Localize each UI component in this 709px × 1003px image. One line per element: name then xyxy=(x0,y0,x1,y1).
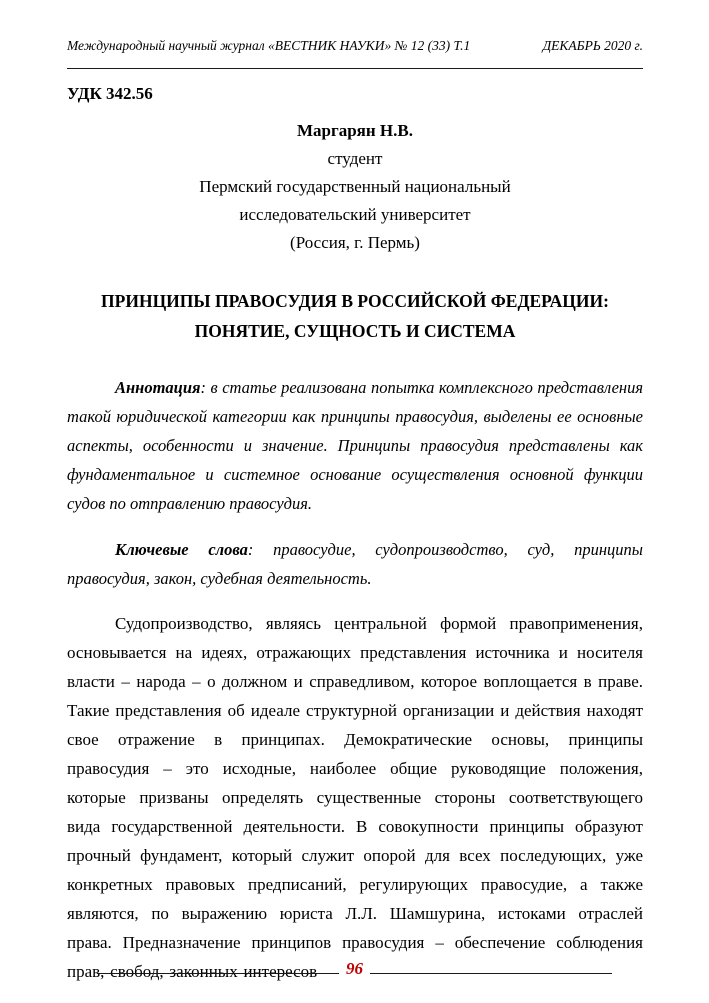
author-location: (Россия, г. Пермь) xyxy=(290,233,420,252)
page-number: 96 xyxy=(346,959,363,978)
abstract-paragraph xyxy=(67,373,643,518)
author-name: Маргарян Н.В. xyxy=(297,121,413,140)
issue-date: ДЕКАБРЬ 2020 г. xyxy=(542,38,643,53)
keywords-paragraph xyxy=(67,535,643,593)
body-paragraph: Судопроизводство, являясь центральной формой правоприменения, основывается на идеях, отражающих представления источника и носителя власти – народа – о должном и справедливом, которое воплощается в праве. Такие представления об идеале структурной организации и действия находят свое отражение в принципах. Демократические основы, принципы правосудия – это исходные, наиболее общие руководящие положения, которые призваны определять существенные стороны соответствующего вида государственной деятельности. В совокупности принципы образуют прочный фундамент, который служит опорой для всех последующих, уже конкретных правовых предписаний, регулирующих правосудие, а также являются, по выражению юриста Л.Л. Шамшурина, истоками отраслей права. Предназначение принципов правосудия – обеспечение соблюдения прав, свобод, законных интересов xyxy=(67,614,643,981)
journal-name: Международный научный журнал «ВЕСТНИК НАУКИ» № 12 (33) Т.1 xyxy=(67,38,471,53)
author-block xyxy=(67,117,643,257)
keywords-label: Ключевые слова xyxy=(115,539,248,559)
author-affiliation-line2: исследовательский университет xyxy=(239,205,471,224)
article-title xyxy=(67,286,643,346)
footer-rule-left xyxy=(97,972,339,974)
author-affiliation-line1: Пермский государственный национальный xyxy=(199,177,511,196)
article-title-line2: ПОНЯТИЕ, СУЩНОСТЬ И СИСТЕМА xyxy=(194,321,516,341)
abstract-label: Аннотация xyxy=(115,378,201,397)
abstract-text: : в статье реализована попытка комплексного представления такой юридической категории как принципы правосудия, выделены ее основные аспекты, особенности и значение. Принципы правосудия представлены как фундаментальное и системное основание осуществления основной функции судов по отправлению правосудия. xyxy=(67,378,643,513)
footer-rule-right xyxy=(370,972,612,974)
keywords-text: : правосудие, судопроизводство, суд, принципы правосудия, закон, судебная деятельность. xyxy=(67,539,643,588)
page-footer xyxy=(0,960,709,977)
article-title-line1: ПРИНЦИПЫ ПРАВОСУДИЯ В РОССИЙСКОЙ ФЕДЕРАЦИИ: xyxy=(101,291,609,311)
author-role: студент xyxy=(327,149,383,168)
page-content xyxy=(67,0,643,986)
running-head xyxy=(67,0,643,54)
udc-code: УДК 342.56 xyxy=(67,84,153,103)
header-rule xyxy=(67,67,643,69)
